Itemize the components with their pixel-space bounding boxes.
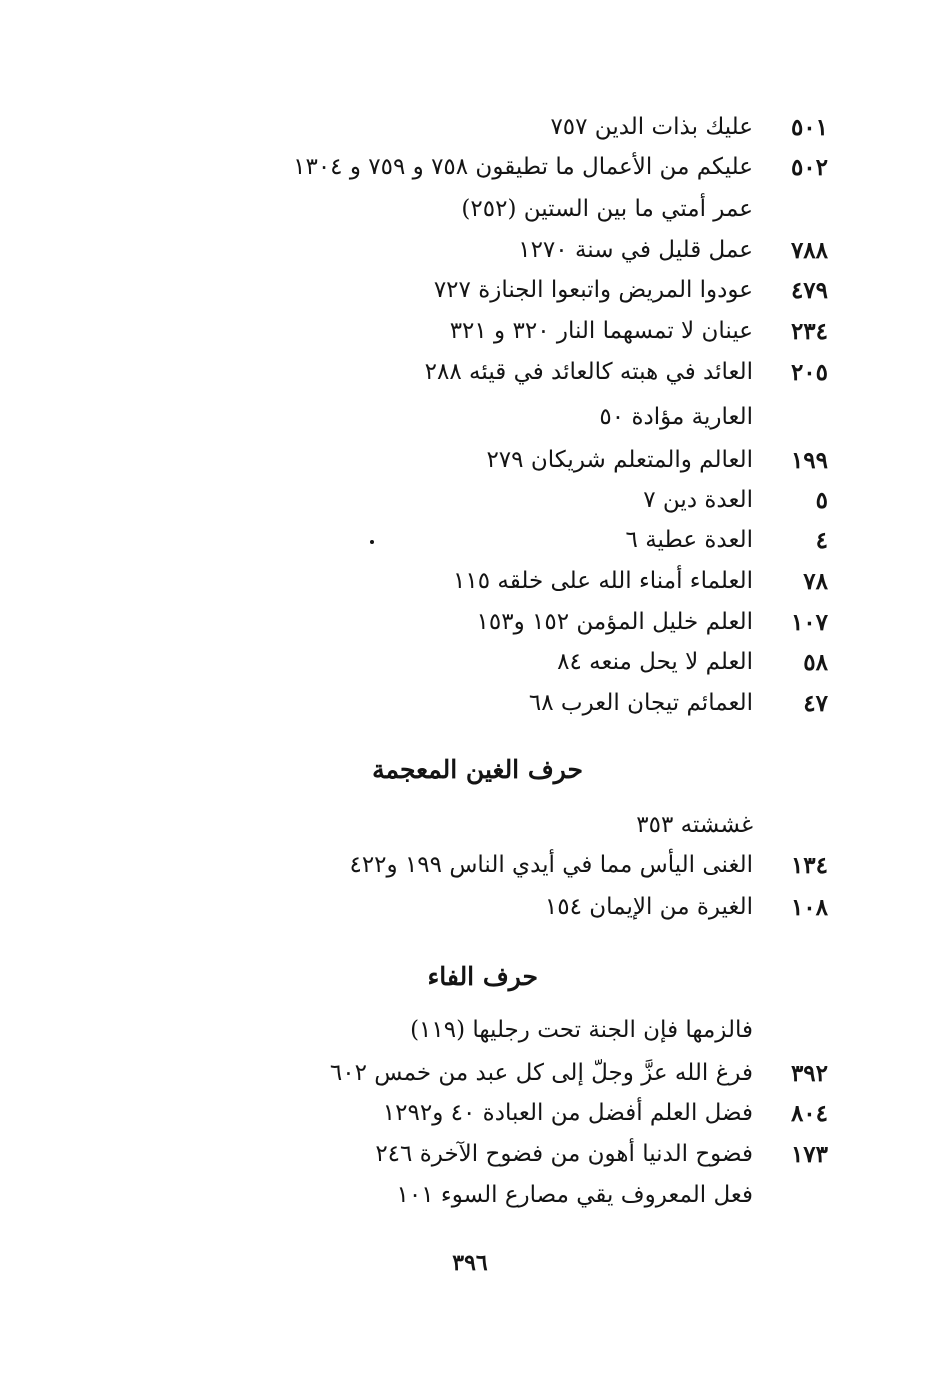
entry-text: العالم والمتعلم شريكان ٢٧٩ [486, 447, 753, 473]
index-entry [0, 808, 943, 848]
index-entry [0, 110, 943, 150]
entry-number: ٣٩٢ [790, 1060, 828, 1087]
index-entry [0, 355, 943, 395]
entry-text: عمل قليل في سنة ١٢٧٠ [518, 237, 753, 263]
entry-number: ٥٠٢ [790, 154, 828, 181]
index-entry [0, 1056, 943, 1096]
entry-number: ٨٠٤ [790, 1100, 828, 1127]
entry-text: غششته ٣٥٣ [636, 812, 753, 838]
index-entry [0, 523, 943, 563]
index-entry [0, 233, 943, 273]
entry-text: فرغ الله عزَّ وجلّ إلى كل عبد من خمس ٦٠٢ [329, 1060, 753, 1086]
index-entry [0, 605, 943, 645]
index-entry [0, 443, 943, 483]
entry-number: ٥ [815, 487, 828, 514]
entry-text: عليك بذات الدين ٧٥٧ [550, 114, 753, 140]
index-entry [0, 564, 943, 604]
entry-number: ١٩٩ [790, 447, 828, 474]
entry-text: فضوح الدنيا أهون من فضوح الآخرة ٢٤٦ [375, 1141, 753, 1167]
entry-text: العارية مؤادة ٥٠ [599, 404, 753, 430]
entry-number: ١٠٧ [790, 609, 828, 636]
entry-number: ١٣٤ [790, 852, 828, 879]
entry-text: العلماء أمناء الله على خلقه ١١٥ [453, 568, 753, 594]
entry-text: فعل المعروف يقي مصارع السوء ١٠١ [396, 1182, 753, 1208]
index-entry [0, 686, 943, 726]
page-number: ٣٩٦ [452, 1250, 488, 1276]
index-entry [0, 150, 943, 190]
entry-text: فالزمها فإن الجنة تحت رجليها (١١٩) [410, 1017, 753, 1043]
index-entry [0, 1178, 943, 1218]
entry-text: العلم خليل المؤمن ١٥٢ و١٥٣ [476, 609, 753, 635]
index-entry [0, 1096, 943, 1136]
section-heading-fa: حرف الفاء [427, 962, 538, 991]
index-entry [0, 483, 943, 523]
index-entry [0, 400, 943, 440]
section-heading-ghain: حرف الغين المعجمة [372, 755, 583, 784]
entry-text: العلم لا يحل منعه ٨٤ [557, 649, 753, 675]
index-entry [0, 1137, 943, 1177]
entry-text: العدة عطية ٦ [625, 527, 753, 553]
index-entry [0, 645, 943, 685]
entry-number: ٢٣٤ [790, 318, 828, 345]
entry-text: العائد في هبته كالعائد في قيئه ٢٨٨ [424, 359, 753, 385]
entry-text: عينان لا تمسهما النار ٣٢٠ و ٣٢١ [449, 318, 753, 344]
entry-text: فضل العلم أفضل من العبادة ٤٠ و١٢٩٢ [382, 1100, 753, 1126]
index-entry [0, 1013, 943, 1053]
index-entry [0, 890, 943, 930]
entry-number: ٧٨ [803, 568, 828, 595]
entry-number: ١٧٣ [790, 1141, 828, 1168]
index-entry [0, 314, 943, 354]
entry-number: ١٠٨ [790, 894, 828, 921]
entry-text: عمر أمتي ما بين الستين (٢٥٢) [461, 196, 753, 222]
entry-number: ٤ [815, 527, 828, 554]
entry-number: ٥٠١ [790, 114, 828, 141]
entry-text: العمائم تيجان العرب ٦٨ [528, 690, 753, 716]
entry-number: ٢٠٥ [790, 359, 828, 386]
entry-number: ٥٨ [803, 649, 828, 676]
entry-text: الغنى اليأس مما في أيدي الناس ١٩٩ و٤٢٢ [349, 852, 753, 878]
index-entry [0, 192, 943, 232]
entry-text: عودوا المريض واتبعوا الجنازة ٧٢٧ [433, 277, 753, 303]
index-entry [0, 848, 943, 888]
print-speck [370, 540, 374, 544]
index-entry [0, 273, 943, 313]
entry-text: عليكم من الأعمال ما تطيقون ٧٥٨ و ٧٥٩ و ١٣٠٤ [293, 154, 753, 180]
entry-number: ٤٧ [803, 690, 828, 717]
entry-number: ٤٧٩ [790, 277, 828, 304]
entry-number: ٧٨٨ [790, 237, 828, 264]
entry-text: العدة دين ٧ [643, 487, 753, 513]
entry-text: الغيرة من الإيمان ١٥٤ [544, 894, 753, 920]
